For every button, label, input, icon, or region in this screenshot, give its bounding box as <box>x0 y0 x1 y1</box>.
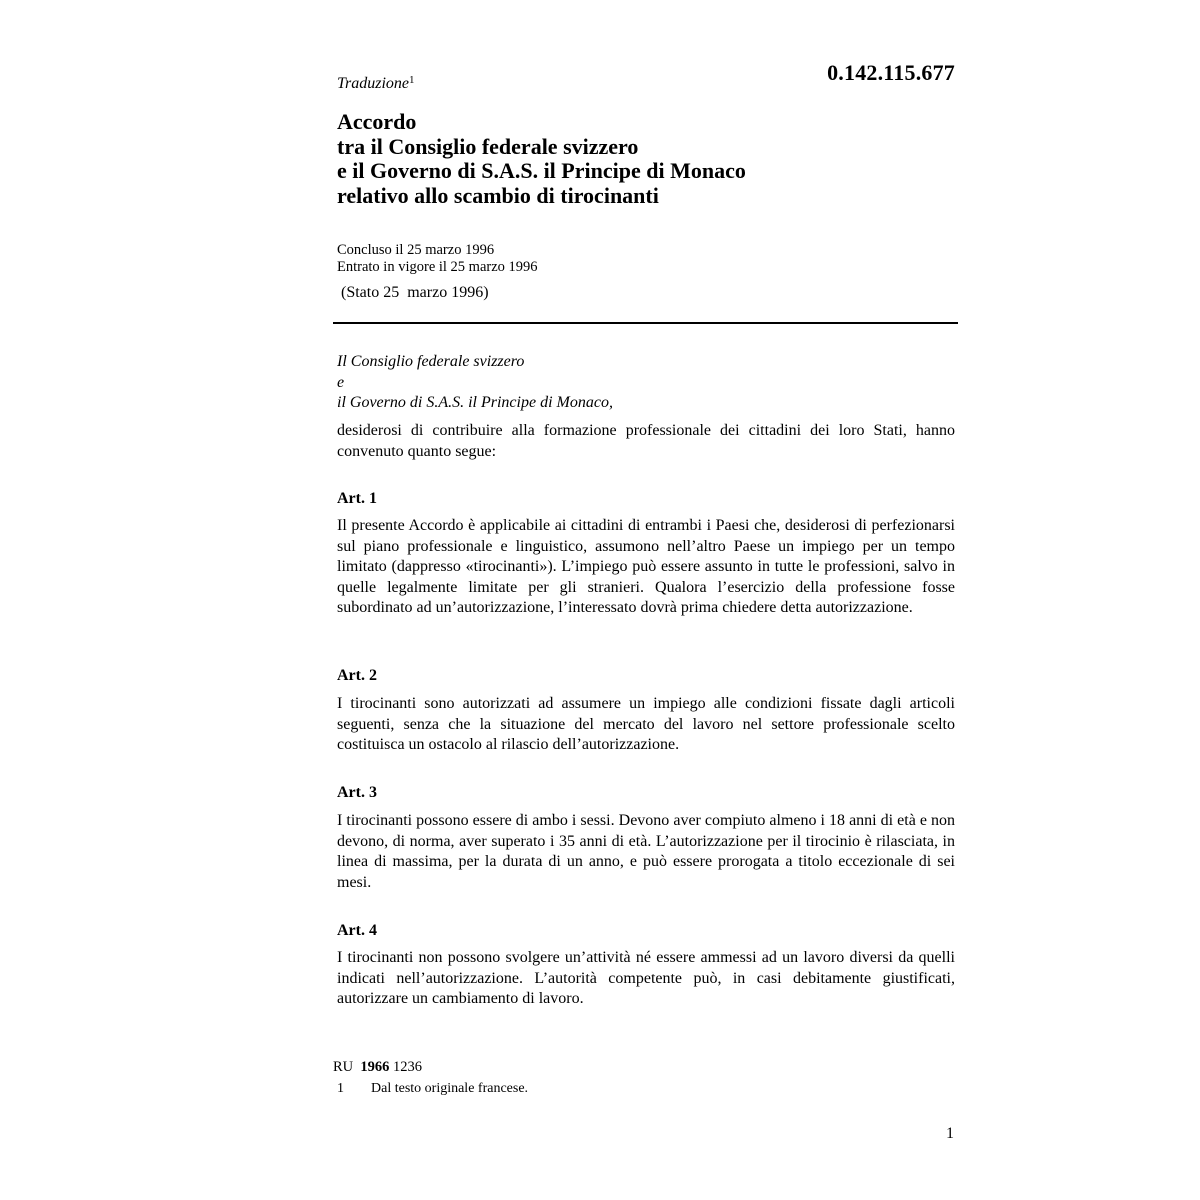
preamble-party-2: il Governo di S.A.S. il Principe di Monaco, <box>337 394 613 411</box>
concluded-date: Concluso il 25 marzo 1996 <box>337 242 495 258</box>
article-4-heading: Art. 4 <box>337 922 377 939</box>
header-divider <box>333 322 958 324</box>
article-3-text: I tirocinanti possono essere di ambo i sessi. Devono aver compiuto almeno i 18 anni di età e non devono, di norma, aver superato i 35 anni di età. L’autorizzazione per il tirocinio è rilasciata, in linea di massima, per la durata di un anno, e può essere prorogata a titolo eccezionale di sei mesi. <box>337 812 955 891</box>
footnote-text: Dal testo originale francese. <box>371 1081 529 1096</box>
footnote-number: 1 <box>337 1081 344 1096</box>
preamble-conjunction: e <box>337 373 345 391</box>
page-number: 1 <box>946 1125 954 1142</box>
preamble-text: desiderosi di contribuire alla formazione professionale dei cittadini dei loro Stati, hanno convenuto quanto segue: <box>337 422 955 460</box>
in-force-date: Entrato in vigore il 25 marzo 1996 <box>337 258 538 275</box>
article-2-text: I tirocinanti sono autorizzati ad assumere un impiego alle condizioni fissate dagli articoli seguenti, senza che la situazione del mercato del lavoro nel settore professionale scelto costituisca un ostacolo al rilascio dell’autorizzazione. <box>337 695 955 753</box>
title-line-4: relativo allo scambio di tirocinanti <box>337 182 659 208</box>
title-line-1: Accordo <box>337 109 417 134</box>
ru-page: 1236 <box>393 1059 423 1075</box>
article-1-heading: Art. 1 <box>337 490 377 507</box>
footnote <box>337 1081 528 1097</box>
ru-reference <box>333 1059 422 1076</box>
article-2-heading: Art. 2 <box>337 667 377 684</box>
article-4-text: I tirocinanti non possono svolgere un’attività né essere ammessi ad un lavoro diversi da quelli indicati nell’autorizzazione. L’autorità competente può, in casi debitamente giustificati, autorizzare un cambiamento di lavoro. <box>337 949 955 1007</box>
preamble-parties <box>337 352 613 414</box>
preamble-party-1: Il Consiglio federale svizzero <box>337 353 525 370</box>
title-line-3: e il Governo di S.A.S. il Principe di Monaco <box>337 158 746 183</box>
article-3-heading: Art. 3 <box>337 784 377 801</box>
translation-label <box>337 74 415 93</box>
title-line-2: tra il Consiglio federale svizzero <box>337 133 639 159</box>
sr-number: 0.142.115.677 <box>827 60 955 85</box>
translation-label-text: Traduzione <box>337 75 410 92</box>
document-title <box>337 110 957 208</box>
article-1-text: Il presente Accordo è applicabile ai cittadini di entrambi i Paesi che, desiderosi di perfezionarsi sul piano professionale e linguistico, assumono nell’altro Paese un impiego per un tempo limitato (dappresso «tirocinanti»). L’impiego può essere assunto in tutte le professioni, salvo in quelle legalmente limitate per gli stranieri. Qualora l’esercizio della professione fosse subordinato ad un’autorizzazione, l’interessato dovrà prima chiedere detta autorizzazione. <box>337 517 955 616</box>
status-date: (Stato 25 marzo 1996) <box>341 284 489 301</box>
ru-year: 1966 <box>360 1059 390 1075</box>
document-dates <box>337 242 538 275</box>
translation-footnote-ref: 1 <box>409 74 415 86</box>
ru-prefix: RU <box>333 1059 354 1075</box>
